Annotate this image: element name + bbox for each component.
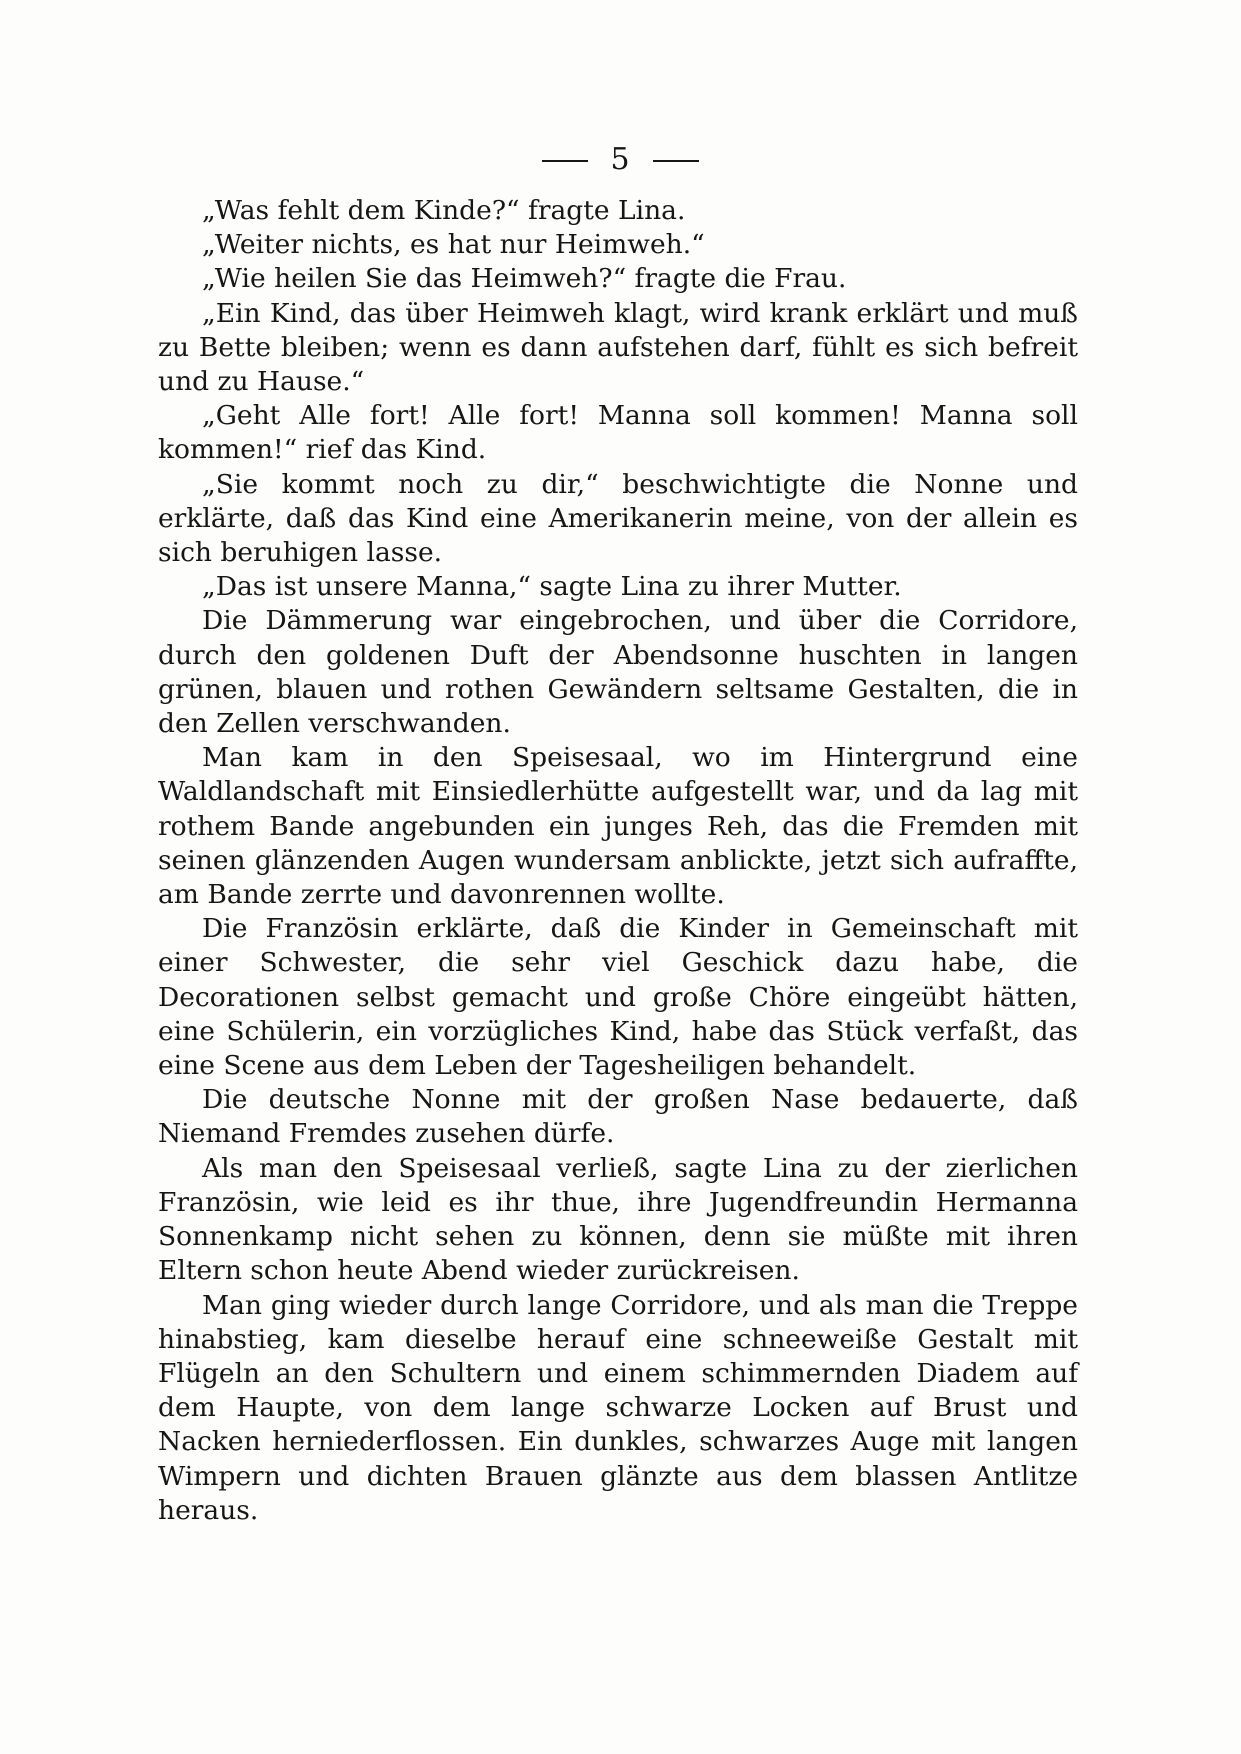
body-text <box>158 194 1078 1528</box>
paragraph: „Weiter nichts, es hat nur Heimweh.“ <box>202 229 705 261</box>
paragraph: Die Französin erklärte, daß die Kinder in Gemeinschaft mit einer Schwester, die sehr viel Geschick dazu habe, die Decorationen selbst gemacht und große Chöre eingeübt hätten, eine Schülerin, ein vorzügliches Kind, habe das Stück verfaßt, das eine Scene aus dem Leben der Tagesheiligen behandelt. <box>158 913 1078 1082</box>
paragraph: „Das ist unsere Manna,“ sagte Lina zu ihrer Mutter. <box>202 571 902 603</box>
paragraph: „Was fehlt dem Kinde?“ fragte Lina. <box>202 195 686 226</box>
paragraph: Man ging wieder durch lange Corridore, und als man die Treppe hinabstieg, kam dieselbe herauf eine schneeweiße Gestalt mit Flügeln an den Schultern und einem schimmernden Diadem auf dem Haupte, von dem lange schwarze Locken auf Brust und Nacken herniederflossen. Ein dunkles, schwarzes Auge mit langen Wimpern und dichten Brauen glänzte aus dem blassen Antlitze heraus. <box>158 1289 1078 1526</box>
paragraph: Man kam in den Speisesaal, wo im Hintergrund eine Waldlandschaft mit Einsiedlerhütte aufgestellt war, und da lag mit rothem Bande angebunden ein junges Reh, das die Fremden mit seinen glänzenden Augen wundersam anblickte, jetzt sich aufraffte, am Bande zerrte und davonrennen wollte. <box>158 742 1078 911</box>
paragraph: „Sie kommt noch zu dir,“ beschwichtigte die Nonne und erklärte, daß das Kind eine Amerikanerin meine, von der allein es sich beruhigen lasse. <box>158 468 1078 569</box>
paragraph: „Wie heilen Sie das Heimweh?“ fragte die Frau. <box>202 263 847 295</box>
paragraph: „Ein Kind, das über Heimweh klagt, wird krank erklärt und muß zu Bette bleiben; wenn es dann aufstehen darf, fühlt es sich befreit und zu Hause.“ <box>158 297 1078 398</box>
header-dash-left <box>542 160 588 162</box>
page-header <box>0 140 1241 180</box>
header-dash-right <box>653 160 699 162</box>
paragraph: „Geht Alle fort! Alle fort! Manna soll kommen! Manna soll kommen!“ rief das Kind. <box>158 400 1078 466</box>
page-number: 5 <box>610 142 631 177</box>
paragraph: Die deutsche Nonne mit der großen Nase bedauerte, daß Niemand Fremdes zusehen dürfe. <box>158 1084 1078 1150</box>
paragraph: Die Dämmerung war eingebrochen, und über die Corridore, durch den goldenen Duft der Abendsonne huschten in langen grünen, blauen und rothen Gewändern seltsame Gestalten, die in den Zellen verschwanden. <box>158 605 1078 740</box>
paragraph: Als man den Speisesaal verließ, sagte Lina zu der zierlichen Französin, wie leid es ihr thue, ihre Jugendfreundin Hermanna Sonnenkamp nicht sehen zu können, denn sie müßte mit ihren Eltern schon heute Abend wieder zurückreisen. <box>158 1152 1078 1287</box>
